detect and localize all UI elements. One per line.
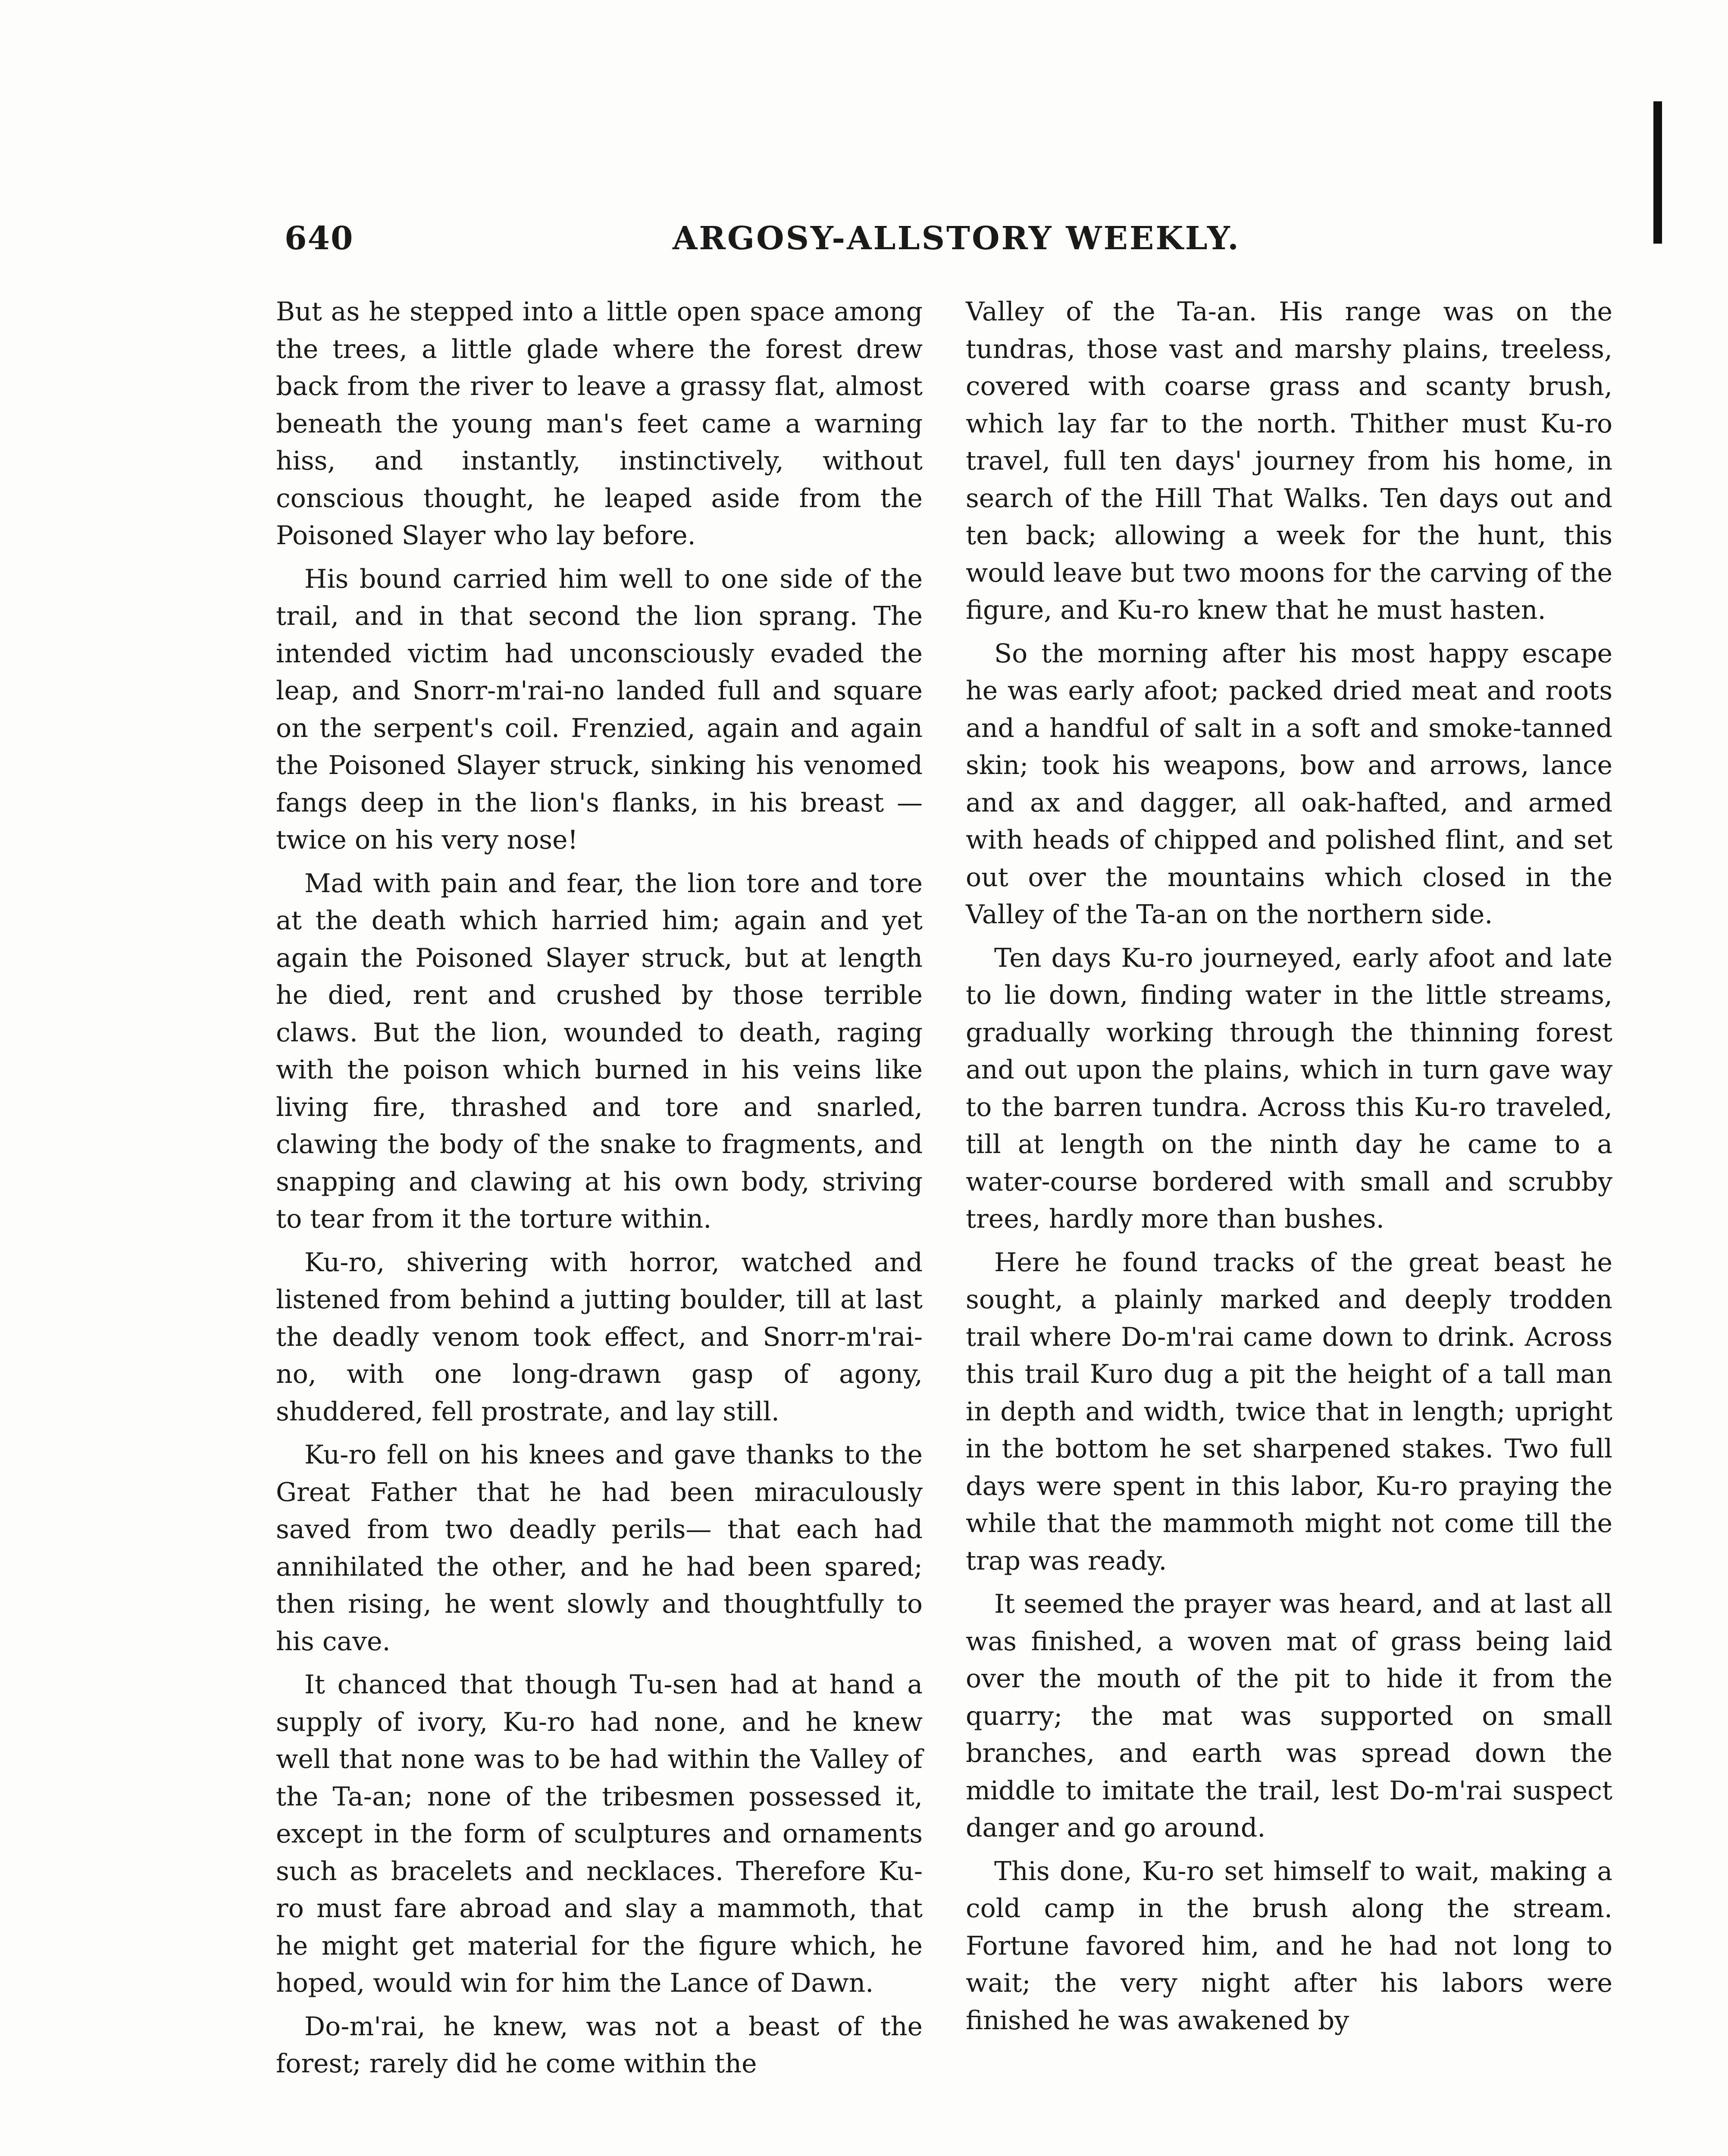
- paragraph: But as he stepped into a little open space among the trees, a little glade where the forest drew back from the river to leave a grassy flat, almost beneath the young man's feet came a warning hiss, and instantly, instinctively, without conscious thought, he leaped aside from the Poisoned Slayer who lay before.: [276, 297, 923, 551]
- page-header: [285, 220, 1543, 259]
- margin-scan-mark: [1653, 101, 1662, 244]
- paragraph: Ten days Ku-ro journeyed, early afoot and late to lie down, finding water in the little streams, gradually working through the thinning forest and out upon the plains, which in turn gave way to the barren tundra. Across this Ku-ro traveled, till at length on the ninth day he came to a water-course bordered with small and scrubby trees, hardly more than bushes.: [966, 943, 1612, 1234]
- paragraph: Here he found tracks of the great beast he sought, a plainly marked and deeply trodden trail where Do-m'rai came down to drink. Across this trail Kuro dug a pit the height of a tall man in depth and width, twice that in length; upright in the bottom he set sharpened stakes. Two full days were spent in this labor, Ku-ro praying the while that the mammoth might not come till the trap was ready.: [966, 1247, 1612, 1576]
- right-column: [966, 293, 1612, 2039]
- paragraph: It seemed the prayer was heard, and at last all was finished, a woven mat of grass being laid over the mouth of the pit to hide it from the quarry; the mat was supported on small branches, and earth was spread down the middle to imitate the trail, lest Do-m'rai suspect danger and go around.: [966, 1589, 1612, 1843]
- paragraph: Ku-ro, shivering with horror, watched and listened from behind a jutting boulder, till at last the deadly venom took effect, and Snorr-m'rai-no, with one long-drawn gasp of agony, shuddered, fell prostrate, and lay still.: [276, 1247, 923, 1427]
- left-column: [276, 293, 923, 2083]
- page-number: 640: [285, 220, 354, 257]
- paragraph: His bound carried him well to one side of the trail, and in that second the lion sprang. The intended victim had unconsciously evaded the leap, and Snorr-m'rai-no landed full and square on the serpent's coil. Frenzied, again and again the Poisoned Slayer struck, sinking his venomed fangs deep in the lion's flanks, in his breast —twice on his very nose!: [276, 564, 923, 855]
- paragraph: Mad with pain and fear, the lion tore and tore at the death which harried him; again and yet again the Poisoned Slayer struck, but at length he died, rent and crushed by those terrible claws. But the lion, wounded to death, raging with the poison which burned in his veins like living fire, thrashed and tore and snarled, clawing the body of the snake to fragments, and snapping and clawing at his own body, striving to tear from it the torture within.: [276, 868, 923, 1234]
- paragraph: Do-m'rai, he knew, was not a beast of the forest; rarely did he come within the: [276, 2011, 923, 2079]
- paragraph: Ku-ro fell on his knees and gave thanks to the Great Father that he had been miraculously saved from two deadly perils— that each had annihilated the other, and he had been spared; then rising, he went slowly and thoughtfully to his cave.: [276, 1440, 923, 1657]
- paragraph: This done, Ku-ro set himself to wait, making a cold camp in the brush along the stream. Fortune favored him, and he had not long to wait; the very night after his labors were finished he was awakened by: [966, 1856, 1612, 2036]
- running-title: ARGOSY-ALLSTORY WEEKLY.: [673, 220, 1240, 257]
- paragraph: So the morning after his most happy escape he was early afoot; packed dried meat and roots and a handful of salt in a soft and smoke-tanned skin; took his weapons, bow and arrows, lance and ax and dagger, all oak-hafted, and armed with heads of chipped and polished flint, and set out over the mountains which closed in the Valley of the Ta-an on the northern side.: [966, 638, 1612, 930]
- paragraph: Valley of the Ta-an. His range was on the tundras, those vast and marshy plains, treeless, covered with coarse grass and scanty brush, which lay far to the north. Thither must Ku-ro travel, full ten days' journey from his home, in search of the Hill That Walks. Ten days out and ten back; allowing a week for the hunt, this would leave but two moons for the carving of the figure, and Ku-ro knew that he must hasten.: [966, 297, 1612, 625]
- paragraph: It chanced that though Tu-sen had at hand a supply of ivory, Ku-ro had none, and he knew well that none was to be had within the Valley of the Ta-an; none of the tribesmen possessed it, except in the form of sculptures and ornaments such as bracelets and necklaces. Therefore Ku-ro must fare abroad and slay a mammoth, that he might get material for the figure which, he hoped, would win for him the Lance of Dawn.: [276, 1670, 923, 1998]
